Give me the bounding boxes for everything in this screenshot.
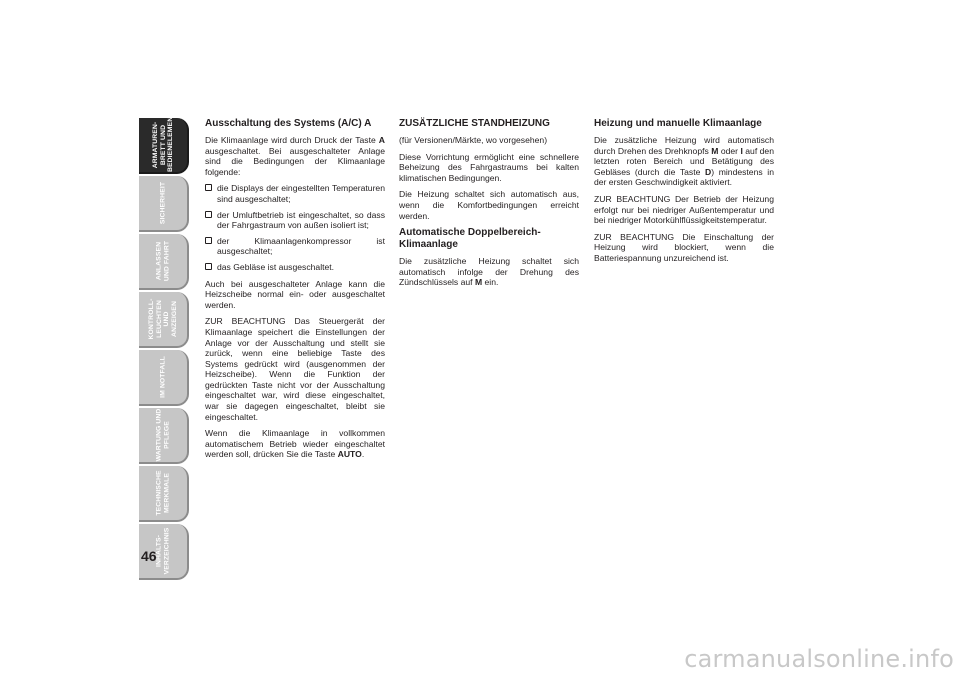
tab-sicherheit[interactable] bbox=[139, 176, 189, 232]
column-2 bbox=[399, 118, 579, 294]
tab-label: WARTUNG UND PFLEGE bbox=[155, 408, 170, 462]
note-paragraph: ZUR BEACHTUNG Das Steuergerät der Klimaanlage speichert die Einstellungen der Anlage vor der Ausschaltung und stellt sie zurück, wenn eine beliebige Taste des Systems gedrückt wird (ausgenommen der Heizscheibe). Wenn die Funktion der gedrückten Taste nicht vor der Ausschaltung eingeschaltet war, wird diese eingeschaltet, war sie dagegen eingeschaltet, bleibt sie eingeschaltet. bbox=[205, 316, 385, 422]
key-label: AUTO bbox=[337, 449, 362, 460]
key-label: A bbox=[378, 135, 385, 145]
checkbox-bullet-icon bbox=[205, 184, 212, 191]
column-1 bbox=[205, 118, 385, 466]
tab-kontrollleuchten[interactable] bbox=[139, 292, 189, 348]
tab-technische-merkmale[interactable] bbox=[139, 466, 189, 522]
note-paragraph: ZUR BEACHTUNG Die Einschaltung der Heizung wird blockiert, wenn die Batteriespannung unzureichend ist. bbox=[594, 231, 774, 263]
note-paragraph: ZUR BEACHTUNG Der Betrieb der Heizung erfolgt nur bei niedriger Außentemperatur und bei niedriger Motorkühlflüssigkeitstemperatur. bbox=[594, 193, 774, 226]
tab-anlassen[interactable] bbox=[139, 234, 189, 290]
paragraph: Diese Vorrichtung ermöglicht eine schnellere Beheizung des Fahrgastraums bei kalten klimatischen Bedingungen. bbox=[399, 151, 579, 183]
key-label: M bbox=[711, 145, 719, 156]
checkbox-bullet-icon bbox=[205, 237, 212, 244]
bullet-list bbox=[205, 183, 385, 272]
watermark: carmanualsonline.info bbox=[684, 645, 954, 673]
tab-label: SICHERHEIT bbox=[159, 181, 167, 225]
list-item: der Umluftbetrieb ist eingeschaltet, so dass der Fahrgastraum von außen isoliert ist; bbox=[205, 210, 385, 231]
list-item: die Displays der eingestellten Temperaturen sind ausgeschaltet; bbox=[205, 183, 385, 204]
list-item: das Gebläse ist ausgeschaltet. bbox=[205, 262, 385, 273]
section-heading: Heizung und manuelle Klimaanlage bbox=[594, 118, 762, 129]
tab-label: IM NOTFALL bbox=[159, 356, 167, 398]
tab-armaturenbrett[interactable] bbox=[139, 107, 189, 174]
tab-wartung[interactable] bbox=[139, 408, 189, 464]
column-3 bbox=[594, 118, 774, 270]
paragraph: Auch bei ausgeschalteter Anlage kann die Heizscheibe normal ein- oder ausgeschaltet werden. bbox=[205, 278, 385, 310]
tab-label: ARMATUREN- BRETT UND BEDIENELEMENTE bbox=[151, 107, 174, 172]
section-heading: Ausschaltung des Systems (A/C) A bbox=[205, 118, 372, 129]
section-tabs bbox=[139, 107, 189, 582]
key-label: M bbox=[474, 277, 483, 288]
tab-label: INHALTS- VERZEICHNIS bbox=[155, 527, 170, 575]
paragraph: Die Heizung schaltet sich automatisch aus, wenn die Komfortbedingungen erreicht werden. bbox=[399, 189, 579, 221]
checkbox-bullet-icon bbox=[205, 263, 212, 270]
checkbox-bullet-icon bbox=[205, 211, 212, 218]
subheading: (für Versionen/Märkte, wo vorgesehen) bbox=[399, 135, 548, 145]
tab-label: ANLASSEN UND FAHRT bbox=[155, 240, 170, 282]
section-heading: ZUSÄTZLICHE STANDHEIZUNG bbox=[399, 118, 550, 129]
paragraph: Die zusätzliche Heizung schaltet sich automatisch infolge der Drehung des Zündschlüssels auf M ein. bbox=[399, 256, 579, 288]
paragraph: Die zusätzliche Heizung wird automatisch durch Drehen des Drehknopfs M oder I auf den letzten roten Bereich und Betätigung des Gebläses (durch die Taste D) mindestens in der ersten Geschwindigkeit aktiviert. bbox=[594, 135, 774, 188]
list-item: der Klimaanlagenkompressor ist ausgeschaltet; bbox=[205, 236, 385, 257]
paragraph: Wenn die Klimaanlage in vollkommen automatischem Betrieb wieder eingeschaltet werden soll, drücken Sie die Taste AUTO. bbox=[205, 428, 385, 460]
key-label: I bbox=[740, 145, 743, 156]
paragraph: Die Klimaanlage wird durch Druck der Taste A ausgeschaltet. Bei ausgeschalteter Anlage sind die Bedingungen der Klimaanlage folgende: bbox=[205, 135, 385, 177]
tab-im-notfall[interactable] bbox=[139, 350, 189, 406]
section-heading: Automatische Doppelbereich-Klimaanlage bbox=[399, 227, 541, 251]
page-number: 46 bbox=[141, 548, 157, 564]
tab-label: KONTROLL- LEUCHTEN UND ANZEIGEN bbox=[148, 298, 178, 340]
key-label: D bbox=[705, 166, 712, 177]
tab-label: TECHNISCHE MERKMALE bbox=[155, 470, 170, 516]
